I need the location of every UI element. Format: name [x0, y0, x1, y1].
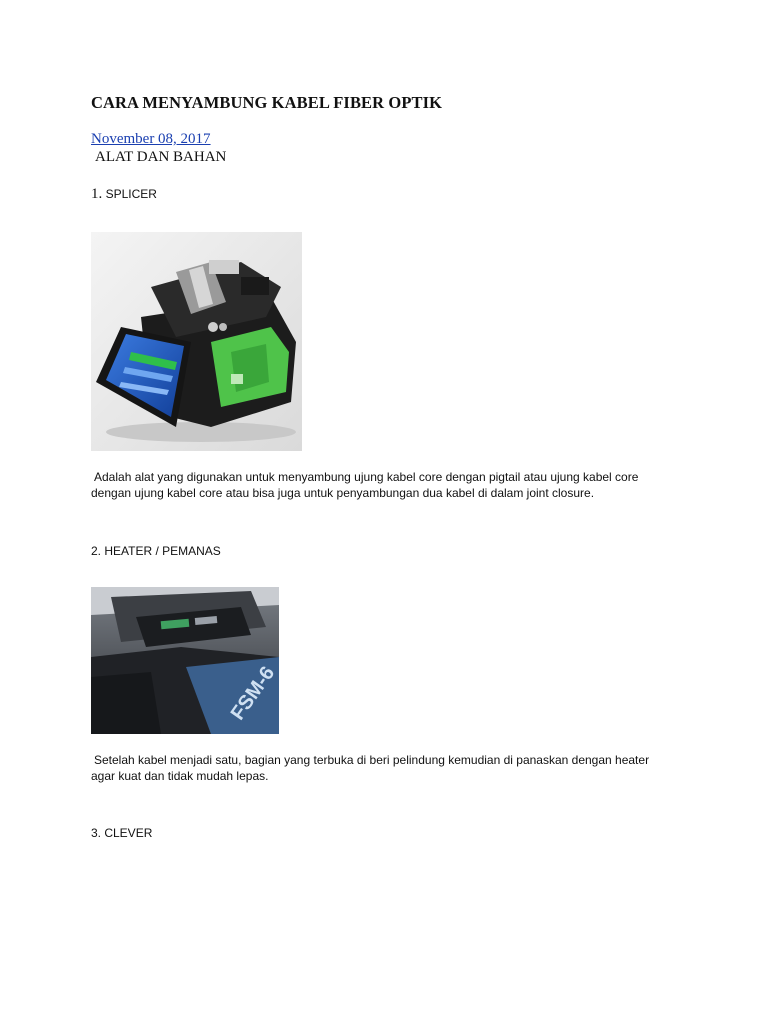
section-2-desc-line-2: agar kuat dan tidak mudah lepas.	[91, 769, 269, 783]
section-1-description	[91, 469, 691, 501]
heater-icon	[91, 587, 279, 734]
section-1-heading	[91, 186, 157, 203]
splicer-image	[91, 232, 302, 451]
section-2-heading: 2. HEATER / PEMANAS	[91, 544, 221, 558]
section-1-desc-line-1: Adalah alat yang digunakan untuk menyambung ujung kabel core dengan pigtail atau ujung kabel core	[94, 470, 639, 484]
section-1-number: 1.	[91, 186, 103, 202]
heater-image-label: FSM-6	[226, 662, 279, 725]
subheading: ALAT DAN BAHAN	[95, 149, 227, 165]
section-3-heading: 3. CLEVER	[91, 826, 153, 840]
section-2-desc-line-1: Setelah kabel menjadi satu, bagian yang terbuka di beri pelindung kemudian di panaskan dengan heater	[94, 753, 650, 767]
section-1-desc-line-2: dengan ujung kabel core atau bisa juga untuk penyambungan dua kabel di dalam joint closure.	[91, 486, 595, 500]
fusion-splicer-icon	[91, 232, 302, 451]
section-2-description	[91, 752, 691, 784]
post-date-link[interactable]: November 08, 2017	[91, 131, 211, 147]
heater-image	[91, 587, 279, 734]
article-title: CARA MENYAMBUNG KABEL FIBER OPTIK	[91, 93, 443, 112]
section-1-label: SPLICER	[105, 187, 157, 201]
